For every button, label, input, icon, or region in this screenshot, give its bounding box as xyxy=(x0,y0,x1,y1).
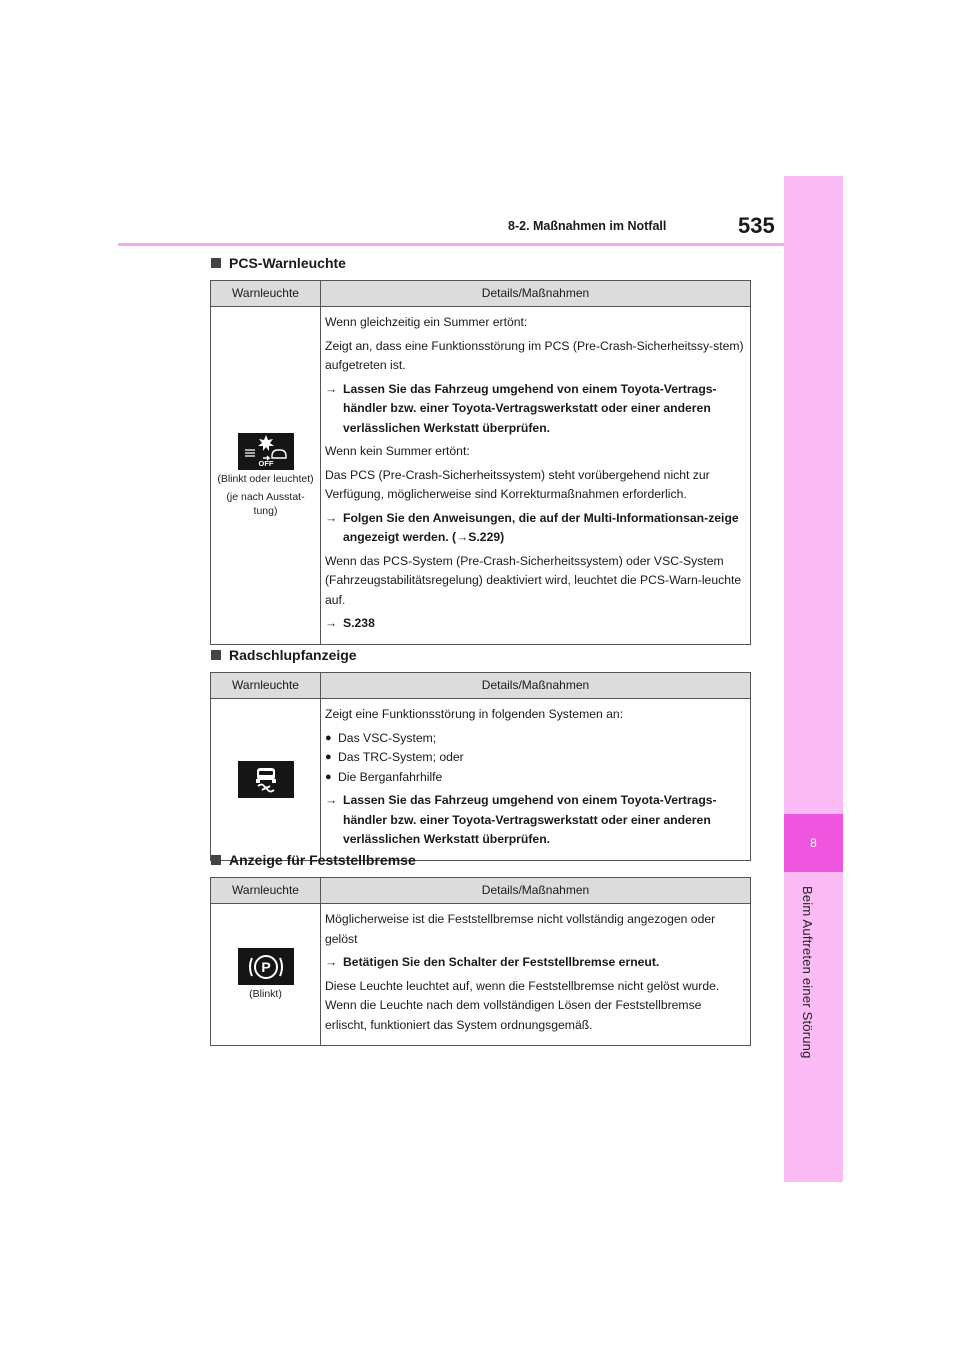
pcs-warning-table xyxy=(210,280,751,645)
column-header-details: Details/Maßnahmen xyxy=(321,673,751,699)
arrow-icon: → xyxy=(325,616,338,630)
details-cell xyxy=(321,307,751,645)
arrow-icon: → xyxy=(325,793,338,807)
chapter-title: Beim Auftreten einer Störung xyxy=(800,886,815,1059)
list-item: ● Das VSC-System; xyxy=(325,729,746,749)
chapter-side-tab xyxy=(784,176,843,1182)
arrow-icon: → xyxy=(325,510,338,525)
column-header-details: Details/Maßnahmen xyxy=(321,281,751,307)
text-line: Wenn das PCS-System (Pre-Crash-Sicherheitssystem) oder VSC-System (Fahrzeugstabilitätsregelung) deaktiviert wird, leuchtet die PCS-Warn-leuchte auf. xyxy=(325,553,742,607)
warning-light-cell xyxy=(211,699,321,861)
pcs-off-icon xyxy=(238,433,294,470)
bullet-dot-icon: ● xyxy=(325,770,332,783)
details-cell xyxy=(321,699,751,861)
square-bullet-icon xyxy=(211,650,221,660)
slip-indicator-table xyxy=(210,672,751,861)
page-reference-link[interactable]: → S.238 xyxy=(325,614,746,634)
column-header-details: Details/Maßnahmen xyxy=(321,878,751,904)
header-divider xyxy=(118,243,784,246)
column-header-warnleuchte: Warnleuchte xyxy=(211,673,321,699)
bullet-dot-icon: ● xyxy=(325,731,332,744)
chapter-number: 8 xyxy=(784,814,843,872)
icon-note-ausstattung: (je nach Ausstat-tung) xyxy=(226,490,305,517)
action-line: → Lassen Sie das Fahrzeug umgehend von einem Toyota-Vertrags-händler bzw. einer Toyota-Vertragswerkstatt oder einer anderen verlässlichen Werkstatt überprüfen. xyxy=(325,380,746,439)
column-header-warnleuchte: Warnleuchte xyxy=(211,878,321,904)
section-header: 8-2. Maßnahmen im Notfall xyxy=(508,219,667,233)
text-line: Zeigt an, dass eine Funktionsstörung im PCS (Pre-Crash-Sicherheitssy-stem) aufgetreten ist. xyxy=(325,338,744,372)
section-title-feststellbremse: Anzeige für Feststellbremse xyxy=(211,852,416,868)
bullet-dot-icon: ● xyxy=(325,751,332,763)
action-line: → Betätigen Sie den Schalter der Feststellbremse erneut. xyxy=(325,953,746,973)
text-line: Zeigt eine Funktionsstörung in folgenden Systemen an: xyxy=(325,707,624,721)
svg-text:P: P xyxy=(260,958,271,975)
section-title-radschlupf: Radschlupfanzeige xyxy=(211,647,357,663)
list-item: ● Das TRC-System; oder xyxy=(325,748,746,768)
action-line: → Lassen Sie das Fahrzeug umgehend von einem Toyota-Vertrags-händler bzw. einer Toyota-Vertragswerkstatt oder einer anderen verlässlichen Werkstatt überprüfen. xyxy=(325,791,746,850)
svg-text:OFF: OFF xyxy=(258,459,273,469)
slip-indicator-icon xyxy=(238,761,294,798)
square-bullet-icon xyxy=(211,855,221,865)
list-item: ● Die Berganfahrhilfe xyxy=(325,768,746,788)
text-line: Diese Leuchte leuchtet auf, wenn die Feststellbremse nicht gelöst wurde. Wenn die Leuchte nach dem vollständigen Lösen der Feststellbremse erlischt, funktioniert das System ordnungsgemäß. xyxy=(325,978,720,1032)
column-header-warnleuchte: Warnleuchte xyxy=(211,281,321,307)
section-title-pcs: PCS-Warnleuchte xyxy=(211,255,346,271)
square-bullet-icon xyxy=(211,258,221,268)
text-line: Möglicherweise ist die Feststellbremse nicht vollständig angezogen oder gelöst xyxy=(325,912,716,946)
details-cell xyxy=(321,904,751,1046)
arrow-icon: → xyxy=(325,955,338,969)
action-line: → Folgen Sie den Anweisungen, die auf der Multi-Informationsan-zeige angezeigt werden. (→S.229) xyxy=(325,509,746,548)
warning-light-cell xyxy=(211,904,321,1046)
parking-brake-table xyxy=(210,877,751,1046)
icon-note-blinkt-leuchtet: (Blinkt oder leuchtet) xyxy=(217,472,314,485)
icon-note-blinkt: (Blinkt) xyxy=(249,988,282,1000)
arrow-icon: → xyxy=(325,381,338,396)
text-line: Das PCS (Pre-Crash-Sicherheitssystem) steht vorübergehend nicht zur Verfügung, möglicherweise sind Korrekturmaßnahmen erforderlich. xyxy=(325,467,710,501)
warning-light-cell xyxy=(211,307,321,645)
text-line: Wenn gleichzeitig ein Summer ertönt: xyxy=(325,315,528,329)
page-number: 535 xyxy=(738,213,775,238)
parking-brake-icon xyxy=(238,948,294,985)
text-line: Wenn kein Summer ertönt: xyxy=(325,444,470,458)
